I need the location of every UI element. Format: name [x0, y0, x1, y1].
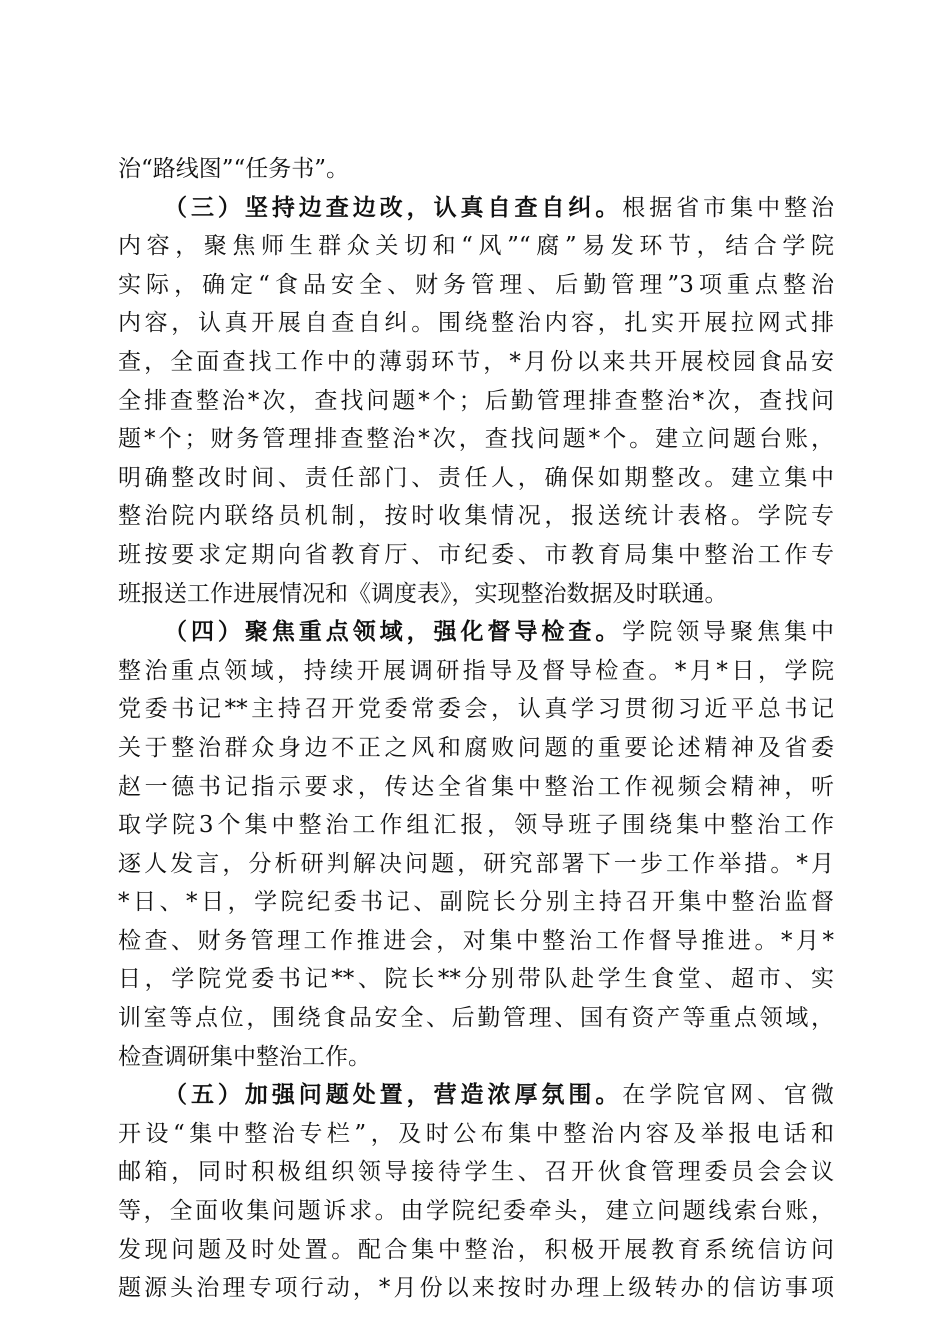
section4-first-line: [118, 613, 834, 652]
section3-first-line-text: 根据省市集中整治: [622, 194, 834, 221]
section3-line: 全排查整治*次，查找问题*个；后勤管理排查整治*次，查找问: [118, 387, 834, 414]
section3-line: 实际，确定“食品安全、财务管理、后勤管理”3项重点整治: [118, 271, 834, 298]
section4-line: 取学院3个集中整治工作组汇报，领导班子围绕集中整治工作: [118, 812, 834, 839]
section5-line: 邮箱，同时积极组织领导接待学生、召开伙食管理委员会会议: [118, 1159, 834, 1186]
section4-heading: （四）聚焦重点领域，强化督导检查。: [164, 618, 623, 646]
section3-line: 内容，认真开展自查自纠。围绕整治内容，扎实开展拉网式排: [118, 310, 834, 337]
section3-line: 查，全面查找工作中的薄弱环节，*月份以来共开展校园食品安: [118, 348, 834, 375]
section3-line: 内容，聚焦师生群众关切和“风”“腐”易发环节，结合学院: [118, 233, 834, 260]
section4-line: 逐人发言，分析研判解决问题，研究部署下一步工作举措。*月: [118, 850, 834, 877]
section3-line: 班报送工作进展情况和《调度表》，实现整治数据及时联通。: [118, 580, 728, 607]
section4-line: 整治重点领域，持续开展调研指导及督导检查。*月*日，学院: [118, 657, 834, 684]
section4-line: 日，学院党委书记**、院长**分别带队赴学生食堂、超市、实: [118, 966, 834, 993]
paragraph-tail-line: 治“路线图”“任务书”。: [118, 156, 350, 182]
section5-line: 题源头治理专项行动，*月份以来按时办理上级转办的信访事项: [118, 1275, 834, 1302]
section4-line: 检查、财务管理工作推进会，对集中整治工作督导推进。*月*: [118, 927, 834, 954]
section3-line: 题*个；财务管理排查整治*次，查找问题*个。建立问题台账，: [118, 426, 834, 453]
section4-line: 关于整治群众身边不正之风和腐败问题的重要论述精神及省委: [118, 734, 834, 761]
section3-line: 明确整改时间、责任部门、责任人，确保如期整改。建立集中: [118, 464, 834, 491]
section5-first-line-text: 在学院官网、官微: [622, 1082, 834, 1109]
section4-line: *日、*日，学院纪委书记、副院长分别主持召开集中整治监督: [118, 889, 834, 916]
section4-line: 赵一德书记指示要求，传达全省集中整治工作视频会精神，听: [118, 773, 834, 800]
section3-first-line: [118, 189, 834, 228]
section5-line: 发现问题及时处置。配合集中整治，积极开展教育系统信访问: [118, 1236, 834, 1263]
section5-heading: （五）加强问题处置，营造浓厚氛围。: [164, 1081, 623, 1109]
section5-line: 等，全面收集问题诉求。由学院纪委牵头，建立问题线索台账，: [118, 1198, 834, 1225]
section4-line: 训室等点位，围绕食品安全、后勤管理、国有资产等重点领域，: [118, 1005, 834, 1032]
section4-line: 检查调研集中整治工作。: [118, 1043, 371, 1070]
section3-line: 班按要求定期向省教育厅、市纪委、市教育局集中整治工作专: [118, 541, 834, 568]
section3-heading: （三）坚持边查边改，认真自查自纠。: [164, 193, 623, 221]
section3-line: 整治院内联络员机制，按时收集情况，报送统计表格。学院专: [118, 503, 834, 530]
section4-line: 党委书记**主持召开党委常委会，认真学习贯彻习近平总书记: [118, 696, 834, 723]
section5-first-line: [118, 1076, 834, 1115]
document-page: [118, 150, 834, 1308]
section4-first-line-text: 学院领导聚焦集中: [622, 619, 834, 646]
section5-line: 开设“集中整治专栏”，及时公布集中整治内容及举报电话和: [118, 1120, 834, 1147]
